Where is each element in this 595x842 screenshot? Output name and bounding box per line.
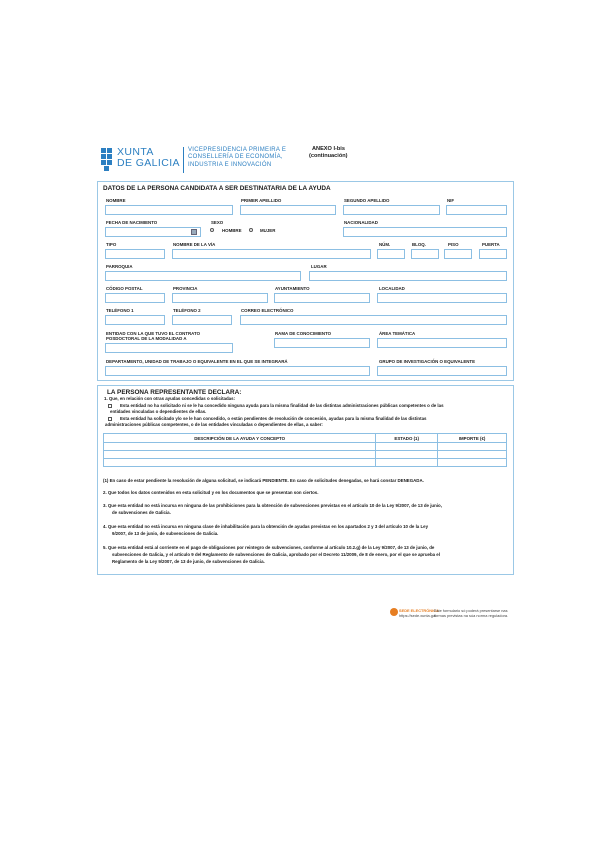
label-localidad: LOCALIDAD bbox=[379, 286, 405, 291]
sede-label: SEDE ELECTRÓNICA bbox=[399, 608, 439, 613]
item3-line2: de subvenciones de Galicia. bbox=[112, 510, 171, 515]
label-rama: RAMA DE CONOCIMIENTO bbox=[275, 331, 332, 336]
estado-cell[interactable] bbox=[376, 459, 438, 467]
label-ayuntamiento: AYUNTAMIENTO bbox=[275, 286, 310, 291]
radio-mujer[interactable] bbox=[249, 228, 253, 232]
annex-title: ANEXO I-bis bbox=[312, 146, 345, 152]
importe-cell[interactable] bbox=[438, 443, 507, 451]
localidad-field[interactable] bbox=[377, 293, 507, 303]
label-fecha-nacimiento: FECHA DE NACIMIENTO bbox=[106, 220, 158, 225]
col-estado: ESTADO (1) bbox=[376, 434, 438, 443]
tipo-field[interactable] bbox=[105, 249, 165, 259]
footnote: (1) En caso de estar pendiente la resolución de alguna solicitud, se indicará PENDIENTE. En caso de solicitudes denegadas, se hará constar DENEGADA. bbox=[103, 478, 424, 483]
department-line-3: INDUSTRIA E INNOVACIÓN bbox=[188, 161, 272, 168]
segundo-apellido-field[interactable] bbox=[343, 205, 440, 215]
telefono1-field[interactable] bbox=[105, 315, 165, 325]
declaration-section-title: LA PERSONA REPRESENTANTE DECLARA: bbox=[107, 389, 242, 396]
item4-line2: 9/2007, de 13 de junio, de subvenciones de Galicia. bbox=[112, 531, 219, 536]
label-entidad-1: ENTIDAD CON LA QUE TUVO EL CONTRATO bbox=[106, 331, 200, 336]
estado-cell[interactable] bbox=[376, 451, 438, 459]
label-bloq: BLOQ. bbox=[412, 242, 426, 247]
logo-line-2: DE GALICIA bbox=[117, 157, 180, 169]
label-departamento: DEPARTAMENTO, UNIDAD DE TRABAJO O EQUIVALENTE EN EL QUE SE INTEGRARÁ bbox=[106, 359, 288, 364]
label-primer-apellido: PRIMER APELLIDO bbox=[241, 198, 282, 203]
label-parroquia: PARROQUIA bbox=[106, 264, 133, 269]
table-row bbox=[104, 451, 507, 459]
num-field[interactable] bbox=[377, 249, 405, 259]
xunta-emblem-icon bbox=[101, 148, 113, 172]
ayuntamiento-field[interactable] bbox=[274, 293, 370, 303]
item5-line1: 5. Que esta entidad está al corriente en el pago de obligaciones por reintegro de subvenciones, conforme al artículo 10.2.g) de la Ley 9/2007, de 13 de junio, de bbox=[103, 545, 435, 550]
descripcion-cell[interactable] bbox=[104, 451, 376, 459]
bloq-field[interactable] bbox=[411, 249, 439, 259]
puerta-field[interactable] bbox=[479, 249, 507, 259]
importe-cell[interactable] bbox=[438, 459, 507, 467]
option1-checkbox[interactable] bbox=[108, 404, 112, 408]
departamento-field[interactable] bbox=[105, 366, 370, 376]
footer-sede bbox=[399, 608, 439, 618]
piso-field[interactable] bbox=[444, 249, 472, 259]
label-num: NÚM. bbox=[379, 242, 391, 247]
option2-line2: administraciones públicas competentes, o de las entidades vinculadas o dependientes de ellas, a saber: bbox=[105, 422, 323, 427]
rama-field[interactable] bbox=[274, 338, 370, 348]
label-nacionalidad: NACIONALIDAD bbox=[344, 220, 378, 225]
aid-table-header bbox=[104, 434, 507, 443]
lugar-field[interactable] bbox=[309, 271, 507, 281]
sede-url[interactable]: https://sede.xunta.gal bbox=[399, 613, 436, 618]
area-field[interactable] bbox=[377, 338, 507, 348]
table-row bbox=[104, 459, 507, 467]
nombre-field[interactable] bbox=[105, 205, 233, 215]
xunta-logo bbox=[101, 147, 181, 173]
nacionalidad-field[interactable] bbox=[343, 227, 507, 237]
descripcion-cell[interactable] bbox=[104, 443, 376, 451]
item1-title: 1. Que, en relación con otras ayudas concedidas o solicitadas: bbox=[104, 396, 236, 401]
candidate-section bbox=[97, 181, 514, 381]
primer-apellido-field[interactable] bbox=[240, 205, 336, 215]
department-line-1: VICEPRESIDENCIA PRIMEIRA E bbox=[188, 147, 287, 153]
department-line-2: CONSELLERÍA DE ECONOMÍA, bbox=[188, 154, 283, 161]
label-codigo-postal: CÓDIGO POSTAL bbox=[106, 286, 143, 291]
label-grupo: GRUPO DE INVESTIGACIÓN O EQUIVALENTE bbox=[379, 359, 476, 364]
item5-line3: Reglamento de la Ley 9/2007, de 13 de junio, de subvenciones de Galicia. bbox=[112, 559, 265, 564]
item5-line2: subvenciones de Galicia, y el artículo 9 del Reglamento de subvenciones de Galicia, aprobado por el Decreto 11/2009, de 8 de enero, por el que se aprueba el bbox=[112, 552, 440, 557]
label-mujer: MUJER bbox=[260, 228, 276, 233]
importe-cell[interactable] bbox=[438, 451, 507, 459]
label-puerta: PUERTA bbox=[482, 242, 500, 247]
correo-field[interactable] bbox=[240, 315, 507, 325]
footer-note-line1: Este formulario só poderá presentarse nas bbox=[434, 608, 508, 613]
label-tipo: TIPO bbox=[106, 242, 117, 247]
sede-electronica-icon bbox=[390, 608, 398, 616]
candidate-section-title: DATOS DE LA PERSONA CANDIDATA A SER DESTINATARIA DE LA AYUDA bbox=[103, 185, 331, 192]
col-descripcion: DESCRIPCIÓN DE LA AYUDA Y CONCEPTO bbox=[104, 434, 376, 443]
label-nif: NIF bbox=[447, 198, 455, 203]
label-lugar: LUGAR bbox=[311, 264, 327, 269]
codigo-postal-field[interactable] bbox=[105, 293, 165, 303]
annex-subtitle: (continuación) bbox=[309, 153, 348, 159]
item3-line1: 3. Que esta entidad no está incursa en ninguna de las prohibiciones para la obtención de subvenciones previstas en el artículo 10 de la Ley 9/2007, de 13 de junio, bbox=[103, 503, 442, 508]
label-telefono1: TELÉFONO 1 bbox=[106, 308, 134, 313]
label-area: ÁREA TEMÁTICA bbox=[379, 331, 416, 336]
label-telefono2: TELÉFONO 2 bbox=[173, 308, 201, 313]
parroquia-field[interactable] bbox=[105, 271, 301, 281]
label-correo: CORREO ELECTRÓNICO bbox=[241, 308, 294, 313]
label-hombre: HOMBRE bbox=[222, 228, 242, 233]
department-name bbox=[188, 147, 286, 169]
fecha-nacimiento-field[interactable] bbox=[105, 227, 201, 237]
option1-line1: Esta entidad no ha solicitado ni se le ha concedido ninguna ayuda para la misma finalidad de las distintas administraciones públicas competentes o de las bbox=[120, 403, 444, 408]
estado-cell[interactable] bbox=[376, 443, 438, 451]
declaration-section bbox=[97, 385, 514, 575]
label-sexo: SEXO bbox=[211, 220, 224, 225]
logo-line-1: XUNTA bbox=[117, 146, 154, 158]
label-provincia: PROVINCIA bbox=[173, 286, 198, 291]
option2-line1: Esta entidad ha solicitado y/o se le han concedido, o están pendientes de resolución de concesión, ayudas para la misma finalidad de las distintas bbox=[120, 416, 427, 421]
label-segundo-apellido: SEGUNDO APELLIDO bbox=[344, 198, 390, 203]
table-row bbox=[104, 443, 507, 451]
label-entidad-2: POSDOCTORAL DE LA MODALIDAD A bbox=[106, 336, 187, 341]
provincia-field[interactable] bbox=[172, 293, 268, 303]
label-nombre: NOMBRE bbox=[106, 198, 126, 203]
entidad-field[interactable] bbox=[105, 343, 233, 353]
calendar-icon[interactable] bbox=[191, 229, 197, 235]
label-piso: PISO bbox=[448, 242, 459, 247]
grupo-field[interactable] bbox=[377, 366, 507, 376]
footer-note-line2: formas previstas na súa norma reguladora. bbox=[434, 613, 509, 618]
telefono2-field[interactable] bbox=[172, 315, 232, 325]
radio-hombre[interactable] bbox=[210, 228, 214, 232]
descripcion-cell[interactable] bbox=[104, 459, 376, 467]
label-nombre-via: NOMBRE DE LA VÍA bbox=[173, 242, 216, 247]
option1-line2: entidades vinculadas o dependientes de ellas. bbox=[110, 409, 207, 414]
aid-table bbox=[103, 433, 507, 467]
footer-note bbox=[434, 608, 508, 618]
header-divider bbox=[183, 147, 184, 173]
col-importe: IMPORTE (€) bbox=[438, 434, 507, 443]
nombre-via-field[interactable] bbox=[172, 249, 371, 259]
annex-label bbox=[309, 146, 348, 160]
nif-field[interactable] bbox=[446, 205, 507, 215]
option2-checkbox[interactable] bbox=[108, 417, 112, 421]
item4-line1: 4. Que esta entidad no está incursa en ninguna clase de inhabilitación para la obtención de ayudas previstas en los apartados 2 y 3 del artículo 10 de la Ley bbox=[103, 524, 429, 529]
item2: 2. Que todos los datos contenidos en esta solicitud y en los documentos que se presentan son ciertos. bbox=[103, 490, 319, 495]
